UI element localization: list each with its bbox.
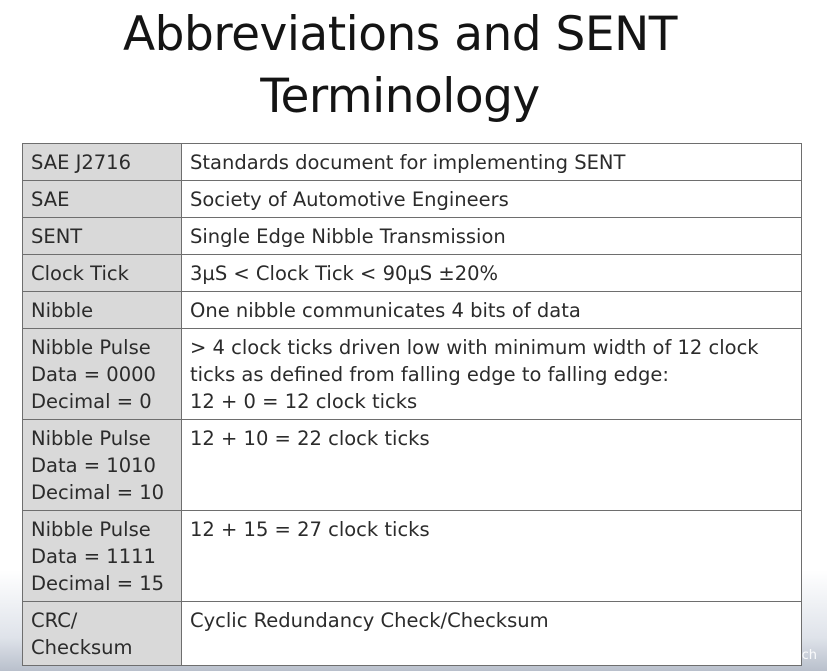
term-cell: Nibble Pulse Data = 1111 Decimal = 15 (23, 511, 182, 602)
term-cell: CRC/ Checksum (23, 602, 182, 666)
term-cell: SENT (23, 218, 182, 255)
term-cell: SAE (23, 181, 182, 218)
definition-cell: > 4 clock ticks driven low with minimum width of 12 clock ticks as defined from falling edge to falling edge: 12 + 0 = 12 clock ticks (182, 329, 802, 420)
term-cell: SAE J2716 (23, 144, 182, 181)
watermark-url: https://blog.csdn.net/coffee_tech (602, 648, 817, 663)
term-cell: Nibble Pulse Data = 0000 Decimal = 0 (23, 329, 182, 420)
definition-cell: One nibble communicates 4 bits of data (182, 292, 802, 329)
definition-cell: 12 + 10 = 22 clock ticks (182, 420, 802, 511)
table-row (23, 181, 802, 218)
table-row (23, 420, 802, 511)
definition-cell: 3µS < Clock Tick < 90µS ±20% (182, 255, 802, 292)
term-cell: Nibble Pulse Data = 1010 Decimal = 10 (23, 420, 182, 511)
table-row (23, 255, 802, 292)
table-row (23, 329, 802, 420)
table-row (23, 218, 802, 255)
term-cell: Nibble (23, 292, 182, 329)
definition-cell: Single Edge Nibble Transmission (182, 218, 802, 255)
table-row (23, 511, 802, 602)
slide-title-line-1: Abbreviations and SENT (123, 7, 677, 62)
definition-cell: Society of Automotive Engineers (182, 181, 802, 218)
definition-cell: Standards document for implementing SENT (182, 144, 802, 181)
definition-cell: 12 + 15 = 27 clock ticks (182, 511, 802, 602)
definition-cell: Cyclic Redundancy Check/Checksum (182, 602, 802, 666)
table-row (23, 144, 802, 181)
slide-title-line-2: Terminology (260, 69, 540, 124)
term-cell: Clock Tick (23, 255, 182, 292)
table-row (23, 292, 802, 329)
slide-title (0, 0, 800, 128)
terminology-table (22, 143, 802, 666)
